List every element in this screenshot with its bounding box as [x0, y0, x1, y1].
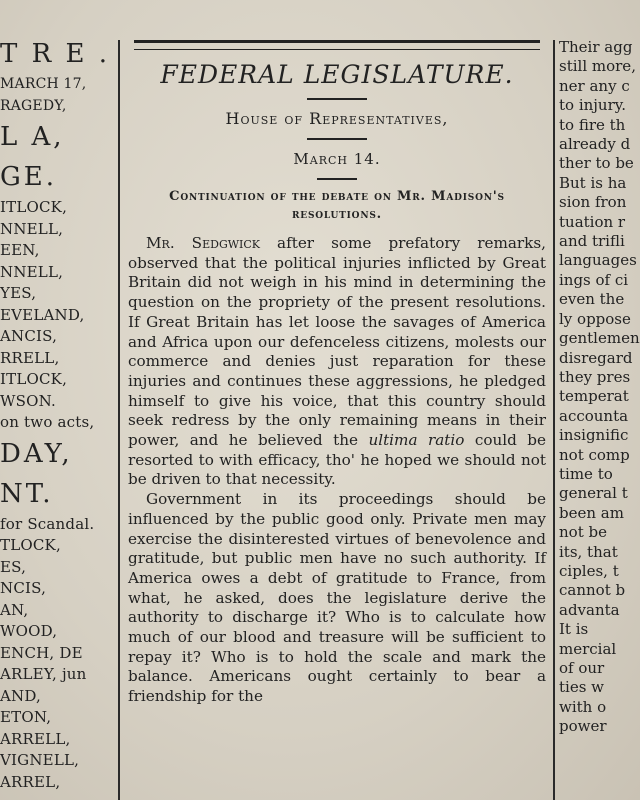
paragraph-2: Government in its proceedings should be influenced by the public good only. Private men may exercise the disinterested virtues of benevolence and gratitude, but public men have no such authority. If America owes a debt of gratitude to France, from what, he asked, does the legislature derive the authority to discharge it? Who is to calculate how much of our blood and treasure will be sufficient to repay it? Who is to hold the scale and mark the balance. Americans ought certainly to bear a friendship for the — [128, 490, 546, 706]
right-column-line: But is ha — [559, 173, 627, 192]
left-column-line: RRELL, — [0, 348, 60, 367]
left-column-line: MARCH 17, — [0, 76, 87, 92]
divider — [307, 98, 367, 100]
article-date: March 14. — [293, 150, 381, 168]
right-column-line: disregard — [559, 348, 633, 367]
left-column-line: DAY, — [0, 438, 73, 469]
right-column-line: temperat — [559, 387, 629, 406]
right-column-line: cannot b — [559, 581, 626, 600]
left-column-line: TLOCK, — [0, 536, 61, 554]
speaker-name: Mr. Sedgwick — [146, 234, 261, 252]
article-headline: Continuation of the debate on Mr. Madison's resolutions. — [169, 189, 505, 222]
left-column-line: ENCH, DE — [0, 643, 83, 662]
right-column-line: ties w — [559, 678, 605, 697]
left-column-line: YES, — [0, 284, 37, 302]
masthead-title: FEDERAL LEGISLATURE. — [160, 60, 514, 89]
right-column-line: not comp — [559, 445, 630, 464]
paragraph-1-text-a: after some prefatory remarks, observed that the political injuries inflicted by Great Britain did not weigh in his mind in determining the question on the propriety of the present resolutions. If Great Britain has let loose the savages of America and Africa upon our defenceless citizens, molests our commerce and denies just reparation for these injuries and continues these aggressions, he pledged himself to give his voice, that this country should seek redress by the only remaining means in their power, and he believed the — [128, 234, 546, 450]
left-column-line: EVELAND, — [0, 305, 85, 324]
right-column-line: time to — [559, 464, 613, 483]
right-column-line: It is — [559, 620, 589, 639]
right-column-line: to injury. — [559, 96, 627, 115]
right-column-line: power — [559, 717, 607, 736]
right-column-line: its, that — [559, 542, 618, 561]
left-column-line: ARLEY, jun — [0, 665, 87, 683]
right-column-line: ther to be — [559, 154, 634, 173]
right-column-line: been am — [559, 503, 624, 522]
right-column-line: and trifli — [559, 232, 625, 251]
divider — [307, 138, 367, 140]
right-column-line: ciples, t — [559, 561, 619, 580]
right-column-line: accounta — [559, 406, 629, 425]
right-column-line: still more, — [559, 57, 636, 76]
left-column-fragment — [0, 34, 114, 793]
left-column-line: NCIS, — [0, 579, 47, 597]
left-column-line: ITLOCK, — [0, 370, 68, 388]
left-column-line: AN, — [0, 600, 29, 619]
right-column-line: they pres — [559, 367, 631, 386]
left-column-line: EEN, — [0, 241, 40, 259]
right-column-line: gentlemen — [559, 329, 640, 348]
paragraph-1 — [128, 234, 546, 490]
section-title: House of Representatives, — [225, 109, 449, 128]
right-column-line: tuation r — [559, 212, 626, 231]
left-column-line: VIGNELL, — [0, 751, 80, 769]
right-column-line: with o — [559, 697, 607, 716]
right-column-line: to fire th — [559, 115, 626, 134]
article-column — [128, 40, 546, 707]
divider — [317, 178, 357, 180]
right-column-line: advanta — [559, 600, 620, 619]
left-column-line: GE. — [0, 162, 58, 192]
left-column-line: RAGEDY, — [0, 97, 67, 114]
right-column-fragment — [559, 38, 640, 737]
left-column-line: WOOD, — [0, 622, 58, 640]
right-column-line: Their agg — [559, 38, 633, 56]
top-rule — [134, 40, 540, 50]
paragraph-1-text-b: could be resorted to with efficacy, tho' he hoped we should not be driven to that necessity. — [128, 431, 546, 489]
right-column-line: sion fron — [559, 193, 627, 212]
left-column-line: NNELL, — [0, 262, 64, 281]
left-column-line: on two acts, — [0, 413, 95, 431]
left-column-line: AND, — [0, 686, 42, 705]
right-column-line: even the — [559, 290, 625, 309]
left-column-line: ARRELL, — [0, 729, 71, 748]
left-column-line: for Scandal. — [0, 514, 95, 533]
right-column-line: general t — [559, 484, 628, 503]
article-body — [128, 234, 546, 707]
right-column-line: languages — [559, 251, 637, 270]
right-column-line: mercial — [559, 639, 617, 658]
left-column-line: NNELL, — [0, 219, 64, 238]
column-rule-right — [553, 40, 555, 800]
right-column-line: already d — [559, 135, 631, 154]
right-column-line: ings of ci — [559, 270, 629, 289]
left-column-line: L A, — [0, 122, 65, 152]
right-column-line: of our — [559, 659, 605, 677]
left-column-line: WSON. — [0, 391, 56, 410]
left-column-line: ETON, — [0, 708, 52, 726]
left-column-line: ARREL, — [0, 772, 61, 791]
right-column-line: not be — [559, 523, 607, 542]
left-column-line: T R E . — [0, 39, 110, 69]
column-rule-left — [118, 40, 120, 800]
left-column-line: NT. — [0, 478, 54, 509]
left-column-line: ITLOCK, — [0, 198, 68, 216]
right-column-line: insignific — [559, 426, 629, 445]
left-column-line: ANCIS, — [0, 327, 58, 345]
left-column-line: ES, — [0, 557, 27, 576]
right-column-line: ner any c — [559, 76, 630, 95]
right-column-line: ly oppose — [559, 309, 631, 328]
latin-phrase: ultima ratio — [368, 431, 465, 450]
